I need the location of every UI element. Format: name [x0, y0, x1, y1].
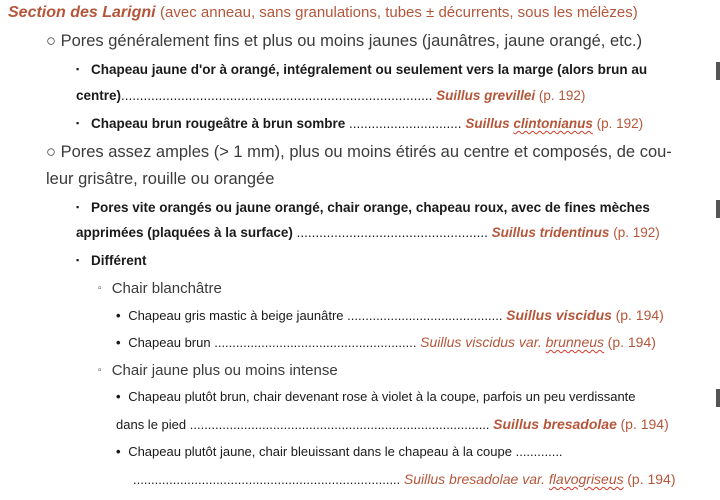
circle-bullet-icon: ○ — [46, 143, 56, 161]
leader-dots: ............. — [515, 444, 563, 459]
key-text: Pores assez amples (> 1 mm), plus ou moins étirés au centre et composés, de cou- — [60, 143, 672, 161]
key-entry-text: Chapeau plutôt brun, chair devenant rose à violet à la coupe, parfois un peu verdissante — [128, 389, 636, 404]
dot-bullet-icon: • — [116, 335, 121, 350]
leader-dots: ........................................................ — [214, 335, 417, 350]
page-reference: (p. 192) — [538, 88, 586, 103]
key-entry — [116, 307, 664, 323]
leader-dots: .......................................................................... — [133, 472, 401, 487]
page-reference: (p. 192) — [596, 116, 644, 131]
page-reference: (p. 192) — [613, 225, 660, 240]
square-bullet-icon: ▪ — [76, 64, 80, 74]
dot-bullet-icon: • — [116, 389, 121, 404]
small-square-bullet-icon: ▫ — [98, 365, 102, 376]
key-entry-text: Chapeau gris mastic à beige jaunâtre — [128, 308, 344, 323]
margin-marker — [716, 200, 720, 218]
margin-marker — [716, 62, 720, 80]
small-square-bullet-icon: ▫ — [98, 283, 102, 294]
key-entry-continuation — [133, 471, 676, 487]
key-text: Chair jaune plus ou moins intense — [111, 362, 338, 379]
key-entry-text: centre) — [76, 88, 122, 103]
square-bullet-icon: ▪ — [76, 255, 80, 265]
species-name: Suillus grevillei — [436, 88, 536, 103]
key-entry — [116, 389, 636, 404]
square-bullet-icon: ▪ — [76, 118, 80, 128]
key-entry — [76, 253, 146, 268]
key-entry-text: Chapeau plutôt jaune, chair bleuissant dans le chapeau à la coupe — [128, 444, 512, 459]
leader-dots: .............................. — [349, 116, 462, 131]
species-name: Suillus viscidus var. brunneus — [420, 334, 605, 350]
leader-dots: ................................................................................... — [121, 88, 433, 103]
page-reference: (p. 194) — [615, 307, 664, 323]
species-name: Suillus tridentinus — [491, 225, 610, 240]
key-level1-item — [46, 32, 642, 51]
key-entry — [116, 334, 656, 350]
key-entry-text: dans le pied — [116, 417, 187, 432]
key-entry-continuation — [76, 225, 660, 240]
key-level3-item — [98, 362, 338, 379]
leader-dots: ................................................................................... — [189, 417, 490, 432]
page-reference: (p. 194) — [607, 334, 656, 350]
species-name: Suillus clintonianus — [465, 116, 593, 131]
species-name: Suillus viscidus — [506, 307, 612, 323]
section-subtitle: (avec anneau, sans granulations, tubes ± décurrents, sous les mélèzes) — [160, 4, 638, 21]
page-reference: (p. 194) — [627, 471, 676, 487]
key-text: Pores généralement fins et plus ou moins jaunes (jaunâtres, jaune orangé, etc.) — [60, 32, 643, 50]
key-entry-text: Chapeau jaune d'or à orangé, intégralement ou seulement vers la marge (alors brun au — [90, 62, 648, 77]
key-text: leur grisâtre, rouille ou orangée — [46, 170, 275, 188]
section-title: Section des Larigni — [8, 4, 156, 21]
key-entry-text: Chapeau brun — [128, 335, 211, 350]
species-name: Suillus bresadolae — [493, 416, 617, 432]
key-entry-continuation — [116, 416, 669, 432]
circle-bullet-icon: ○ — [46, 32, 56, 50]
key-entry-text: Chapeau brun rougeâtre à brun sombre — [90, 116, 346, 131]
key-text: Chair blanchâtre — [111, 280, 222, 297]
key-level3-item — [98, 280, 222, 297]
page-reference: (p. 194) — [620, 416, 669, 432]
species-name: Suillus bresadolae var. flavogriseus — [403, 471, 624, 487]
key-entry — [116, 444, 563, 459]
section-header — [8, 4, 638, 22]
key-entry-text: apprimées (plaquées à la surface) — [76, 225, 293, 240]
dot-bullet-icon: • — [116, 444, 121, 459]
key-entry-continuation — [76, 88, 585, 103]
square-bullet-icon: ▪ — [76, 202, 80, 212]
key-entry — [76, 116, 643, 131]
key-entry-text: Différent — [90, 253, 147, 268]
dot-bullet-icon: • — [116, 308, 121, 323]
key-entry — [76, 200, 650, 215]
key-level1-item — [46, 143, 672, 162]
margin-marker — [716, 389, 720, 407]
leader-dots: ................................................... — [296, 225, 488, 240]
key-entry — [76, 62, 647, 77]
leader-dots: ........................................... — [347, 308, 503, 323]
key-entry-text: Pores vite orangés ou jaune orangé, chair orange, chapeau roux, avec de fines mèches — [90, 200, 650, 215]
key-level1-continuation — [46, 170, 274, 189]
